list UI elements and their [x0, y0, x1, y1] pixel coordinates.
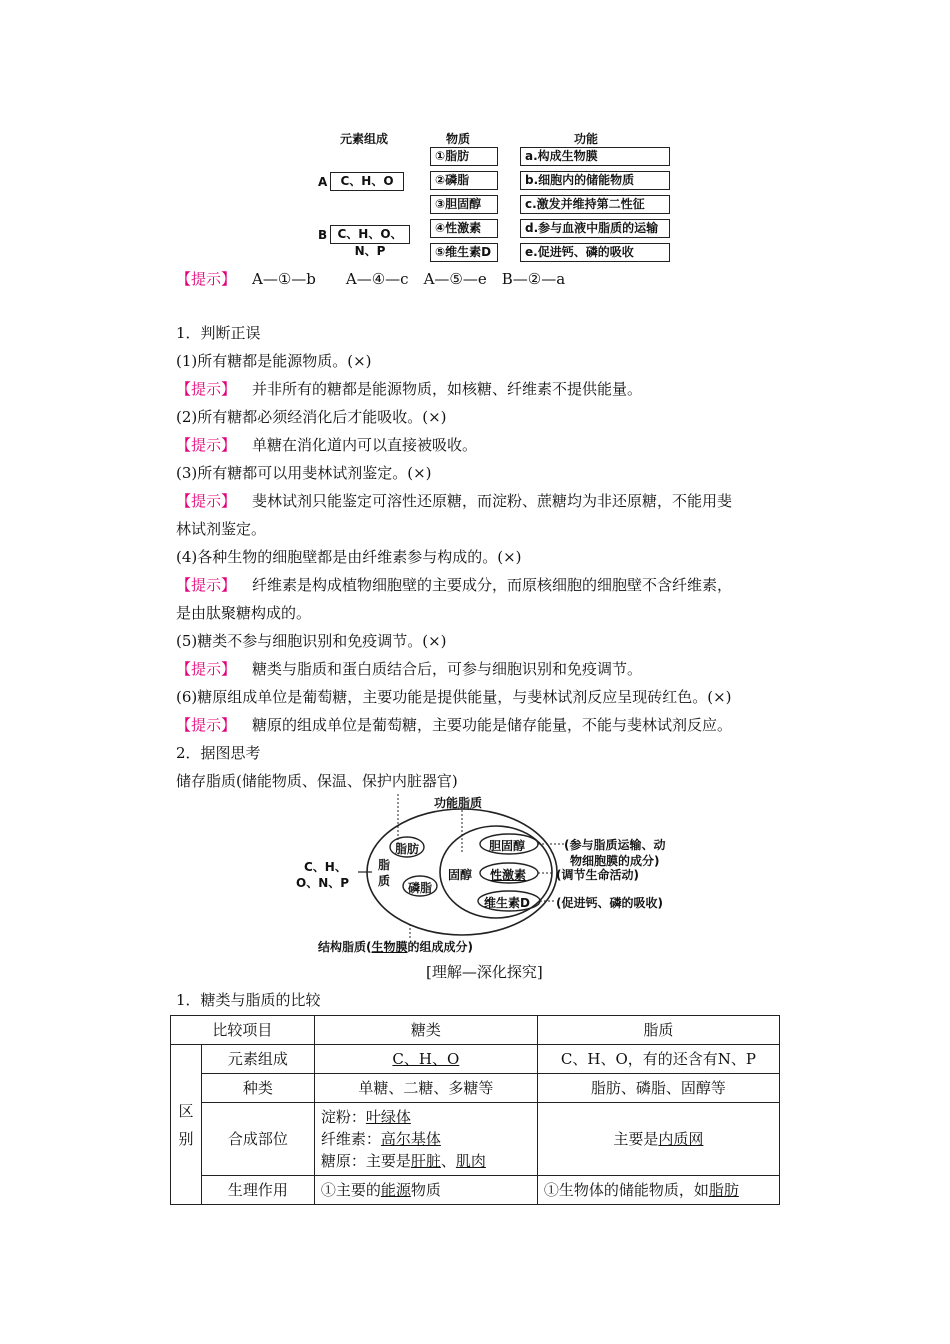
section2-title: 2．据图思考 — [176, 744, 261, 762]
hint-label: 【提示】 — [176, 492, 237, 510]
group-a-elements: C、H、O — [330, 172, 404, 191]
cell-lipid-elements: C、H、O，有的还含有N、P — [537, 1045, 779, 1074]
site-cellulose-value: 高尔基体 — [380, 1130, 441, 1148]
structural-lipid-label — [318, 938, 473, 955]
substance-cholesterol: ③胆固醇 — [430, 195, 498, 214]
header-item: 比较项目 — [171, 1016, 315, 1045]
site-starch-value: 叶绿体 — [365, 1108, 411, 1126]
hint-label: 【提示】 — [176, 380, 237, 398]
hint-4 — [176, 574, 732, 596]
header-substance: 物质 — [446, 132, 471, 146]
lipid-site-label: 主要是 — [613, 1130, 659, 1148]
cell-lipid-types: 脂肪、磷脂、固醇等 — [537, 1074, 779, 1103]
structural-lipid-pre: 结构脂质( — [318, 940, 372, 954]
site-cellulose-label: 纤维素： — [320, 1130, 381, 1148]
sex-hormone-note: (调节生命活动) — [556, 868, 639, 882]
sugar-function-post: 物质 — [410, 1181, 441, 1199]
hint-label: 【提示】 — [176, 270, 237, 288]
table-title: 1．糖类与脂质的比较 — [176, 991, 321, 1009]
top-hint-line — [176, 268, 565, 290]
hint-1 — [176, 378, 642, 400]
question-6: (6)糖原组成单位是葡萄糖，主要功能是提供能量，与斐林试剂反应呈现砖红色。(×) — [176, 688, 732, 706]
lipid-function-pre: ①生物体的储能物质，如 — [543, 1181, 709, 1199]
structural-lipid-post: 的组成成分) — [407, 940, 474, 954]
function-c: c.激发并维持第二性征 — [520, 195, 670, 214]
sugar-function-pre: ①主要的 — [320, 1181, 381, 1199]
table-row — [171, 1045, 780, 1074]
header-sugar: 糖类 — [314, 1016, 537, 1045]
diff-label: 区别 — [171, 1045, 202, 1205]
table-row — [171, 1074, 780, 1103]
row-label: 元素组成 — [202, 1045, 315, 1074]
hint-4-cont: 是由肽聚糖构成的。 — [176, 604, 312, 622]
lipid-site-value: 内质网 — [658, 1130, 704, 1148]
sterol-label: 固醇 — [448, 868, 473, 882]
row-label: 生理作用 — [202, 1176, 315, 1205]
lipid-label-1: 脂 — [378, 858, 391, 872]
sugar-function-underlined: 能源 — [380, 1181, 411, 1199]
site-glycogen-liver: 肝脏 — [410, 1152, 441, 1170]
cholesterol-note-2: 物细胞膜的成分) — [570, 854, 660, 868]
fat-label: 脂肪 — [395, 842, 420, 856]
hint-label: 【提示】 — [176, 660, 237, 678]
hint-4-text: 纤维素是构成植物细胞壁的主要成分，而原核细胞的细胞壁不含纤维素， — [252, 576, 733, 594]
hint-label: 【提示】 — [176, 716, 237, 734]
substance-sex-hormone: ④性激素 — [430, 219, 498, 238]
hint-2 — [176, 434, 477, 456]
cholesterol-label: 胆固醇 — [489, 839, 526, 853]
function-b: b.细胞内的储能物质 — [520, 171, 670, 190]
cell-sugar-function — [314, 1176, 537, 1205]
elements-label-2: O、N、P — [296, 876, 350, 890]
cell-sugar-elements: C、H、O — [314, 1045, 537, 1074]
hint-6 — [176, 714, 732, 736]
vitamin-d-note: (促进钙、磷的吸收) — [556, 896, 663, 910]
vitamin-d-label: 维生素D — [484, 896, 530, 910]
question-2: (2)所有糖都必须经消化后才能吸收。(×) — [176, 408, 447, 426]
hint-6-text: 糖原的组成单位是葡萄糖，主要功能是储存能量，不能与斐林试剂反应。 — [252, 716, 733, 734]
lipid-label-2: 质 — [378, 874, 391, 888]
site-glycogen-label: 糖原：主要是 — [320, 1152, 411, 1170]
lipid-venn-diagram — [290, 792, 710, 957]
header-elements: 元素组成 — [340, 132, 389, 146]
elements-label-1: C、H、 — [304, 860, 347, 874]
cell-lipid-site — [537, 1103, 779, 1176]
hint-3 — [176, 490, 732, 512]
site-starch-label: 淀粉： — [320, 1108, 366, 1126]
substance-fat: ①脂肪 — [430, 147, 498, 166]
lipid-function-underlined: 脂肪 — [708, 1181, 739, 1199]
row-label: 种类 — [202, 1074, 315, 1103]
top-hint-text: A—①—b A—④—c A—⑤—e B—②—a — [252, 270, 566, 288]
hint-5-text: 糖类与脂质和蛋白质结合后，可参与细胞识别和免疫调节。 — [252, 660, 643, 678]
header-function: 功能 — [574, 132, 599, 146]
hint-3-text: 斐林试剂只能鉴定可溶性还原糖，而淀粉、蔗糖均为非还原糖，不能用斐 — [252, 492, 733, 510]
functional-lipid-label: 功能脂质 — [434, 796, 483, 810]
group-b-elements: C、H、O、N、P — [330, 225, 410, 244]
question-5: (5)糖类不参与细胞识别和免疫调节。(×) — [176, 632, 447, 650]
cell-sugar-types: 单糖、二糖、多糖等 — [314, 1074, 537, 1103]
header-lipid: 脂质 — [537, 1016, 779, 1045]
site-glycogen-muscle: 肌肉 — [455, 1152, 486, 1170]
group-a-label: A — [318, 175, 328, 189]
table-header-row — [171, 1016, 780, 1045]
deep-explore-title: [理解—深化探究] — [426, 963, 543, 981]
substance-phospholipid: ②磷脂 — [430, 171, 498, 190]
group-b-label: B — [318, 228, 328, 242]
cholesterol-note-1: (参与脂质运输、动 — [564, 838, 666, 852]
substance-vitamin-d: ⑤维生素D — [430, 243, 498, 262]
question-1: (1)所有糖都是能源物质。(×) — [176, 352, 372, 370]
structural-lipid-underlined: 生物膜 — [371, 940, 408, 954]
hint-label: 【提示】 — [176, 576, 237, 594]
table-row — [171, 1103, 780, 1176]
section1-title: 1．判断正误 — [176, 324, 261, 342]
hint-5 — [176, 658, 642, 680]
cell-sugar-site — [314, 1103, 537, 1176]
phospholipid-label: 磷脂 — [408, 881, 433, 895]
hint-label: 【提示】 — [176, 436, 237, 454]
hint-3-cont: 林试剂鉴定。 — [176, 520, 267, 538]
function-e: e.促进钙、磷的吸收 — [520, 243, 670, 262]
function-d: d.参与血液中脂质的运输 — [520, 219, 670, 238]
cell-lipid-function — [537, 1176, 779, 1205]
row-label: 合成部位 — [202, 1103, 315, 1176]
question-3: (3)所有糖都可以用斐林试剂鉴定。(×) — [176, 464, 432, 482]
sex-hormone-label: 性激素 — [490, 868, 527, 882]
site-glycogen-sep: 、 — [440, 1152, 456, 1170]
function-a: a.构成生物膜 — [520, 147, 670, 166]
question-4: (4)各种生物的细胞壁都是由纤维素参与构成的。(×) — [176, 548, 522, 566]
hint-1-text: 并非所有的糖都是能源物质，如核糖、纤维素不提供能量。 — [252, 380, 643, 398]
table-row — [171, 1176, 780, 1205]
hint-2-text: 单糖在消化道内可以直接被吸收。 — [252, 436, 478, 454]
section2-line: 储存脂质(储能物质、保温、保护内脏器官) — [176, 772, 458, 790]
comparison-table — [170, 1015, 780, 1205]
matching-diagram — [318, 126, 674, 260]
